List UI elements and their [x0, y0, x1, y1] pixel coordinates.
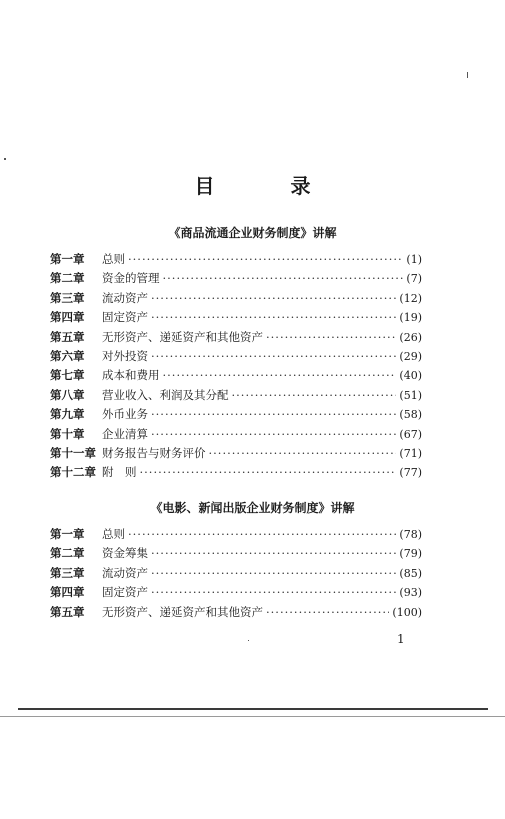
- toc-entry: [50, 526, 422, 545]
- toc-page-number: (77): [399, 466, 422, 480]
- toc-page-number: (67): [399, 427, 422, 441]
- toc-chapter-title: 企业清算: [102, 426, 148, 441]
- toc-page-number: (40): [399, 369, 422, 383]
- toc-leader-dots: [128, 252, 403, 266]
- toc-entry: [50, 545, 422, 564]
- toc-chapter-number: 第十一章: [50, 445, 96, 460]
- toc-chapter-number: 第七章: [50, 368, 85, 383]
- scan-speck: [4, 158, 6, 160]
- toc-chapter-title: 固定资产: [102, 585, 148, 600]
- toc-chapter-number: 第五章: [50, 329, 85, 344]
- toc-chapter-title: 营业收入、利润及其分配: [102, 387, 229, 402]
- toc-chapter-title: 资金的管理: [102, 271, 160, 286]
- toc-chapter-title: 外币业务: [102, 407, 148, 422]
- toc-chapter-number: 第三章: [50, 290, 85, 305]
- toc-chapter-title: 固定资产: [102, 310, 148, 325]
- toc-leader-dots: [151, 349, 396, 363]
- toc-entry: [50, 464, 422, 483]
- toc-chapter-title: 流动资产: [102, 290, 148, 305]
- toc-page-number: (12): [399, 291, 422, 305]
- toc-leader-dots: [266, 330, 396, 344]
- toc-leader-dots: [151, 585, 396, 599]
- page-title: 目 录: [194, 174, 339, 198]
- toc-leader-dots: [209, 446, 397, 460]
- section-title-1: 《商品流通企业财务制度》讲解: [168, 226, 337, 240]
- toc-chapter-title: 附 则: [102, 465, 137, 480]
- toc-chapter-title: 财务报告与财务评价: [102, 445, 206, 460]
- toc-page-number: (1): [406, 253, 422, 266]
- toc-chapter-title: 无形资产、递延资产和其他资产: [102, 604, 263, 619]
- toc-leader-dots: [128, 527, 396, 541]
- toc-leader-dots: [140, 465, 397, 479]
- bottom-rule: [18, 708, 488, 710]
- toc-entry: [50, 309, 422, 328]
- toc-chapter-title: 流动资产: [102, 565, 148, 580]
- toc-page-number: (19): [399, 311, 422, 325]
- toc-entry: [50, 406, 422, 425]
- toc-page-number: (71): [399, 446, 422, 460]
- toc-entry: [50, 348, 422, 367]
- toc-leader-dots: [151, 427, 396, 441]
- toc-chapter-title: 无形资产、递延资产和其他资产: [102, 329, 263, 344]
- toc-entry: [50, 426, 422, 445]
- toc-entry: [50, 251, 422, 270]
- toc-chapter-title: 成本和费用: [102, 368, 160, 383]
- toc-entry: [50, 270, 422, 289]
- toc-chapter-number: 第十章: [50, 426, 85, 441]
- bottom-rule-thin: [0, 716, 505, 717]
- toc-chapter-number: 第八章: [50, 387, 85, 402]
- toc-chapter-title: 资金筹集: [102, 546, 148, 561]
- toc-chapter-title: 总则: [102, 527, 125, 541]
- toc-chapter-number: 第九章: [50, 407, 85, 422]
- toc-leader-dots: [151, 407, 396, 421]
- toc-chapter-number: 第六章: [50, 348, 85, 363]
- toc-entry: [50, 565, 422, 584]
- toc-entry: [50, 367, 422, 386]
- section-title-2: 《电影、新闻出版企业财务制度》讲解: [150, 501, 355, 515]
- toc-page-number: (7): [406, 272, 422, 286]
- scan-speck: [467, 72, 468, 78]
- toc-chapter-title: 总则: [102, 252, 125, 266]
- toc-page-number: (51): [399, 388, 422, 402]
- toc-entry: [50, 445, 422, 464]
- page-number: 1: [397, 632, 405, 646]
- toc-page-number: (100): [392, 605, 422, 619]
- toc-entry: [50, 584, 422, 603]
- toc-entry: [50, 329, 422, 348]
- toc-chapter-number: 第三章: [50, 565, 85, 580]
- toc-page-number: (85): [399, 566, 422, 580]
- toc-leader-dots: [266, 605, 389, 619]
- toc-chapter-number: 第二章: [50, 271, 85, 286]
- toc-leader-dots: [151, 291, 396, 305]
- toc-leader-dots: [151, 310, 396, 324]
- toc-section-1: [50, 251, 422, 484]
- toc-entry: [50, 290, 422, 309]
- toc-leader-dots: [151, 546, 396, 560]
- toc-chapter-number: 第一章: [50, 527, 85, 541]
- toc-page-number: (29): [399, 349, 422, 363]
- toc-chapter-number: 第五章: [50, 604, 85, 619]
- toc-entry: [50, 387, 422, 406]
- toc-chapter-number: 第十二章: [50, 465, 96, 480]
- toc-leader-dots: [163, 271, 404, 285]
- scan-speck: [248, 640, 249, 641]
- toc-section-2: [50, 526, 422, 623]
- toc-chapter-number: 第四章: [50, 310, 85, 325]
- toc-chapter-number: 第一章: [50, 252, 85, 266]
- toc-page-number: (79): [399, 547, 422, 561]
- toc-page-number: (26): [399, 330, 422, 344]
- toc-leader-dots: [232, 388, 397, 402]
- toc-chapter-number: 第二章: [50, 546, 85, 561]
- toc-page-number: (78): [399, 528, 422, 541]
- toc-page-number: (58): [399, 408, 422, 422]
- toc-chapter-title: 对外投资: [102, 348, 148, 363]
- toc-chapter-number: 第四章: [50, 585, 85, 600]
- toc-entry: [50, 604, 422, 623]
- toc-leader-dots: [163, 368, 397, 382]
- toc-page-number: (93): [399, 586, 422, 600]
- toc-leader-dots: [151, 566, 396, 580]
